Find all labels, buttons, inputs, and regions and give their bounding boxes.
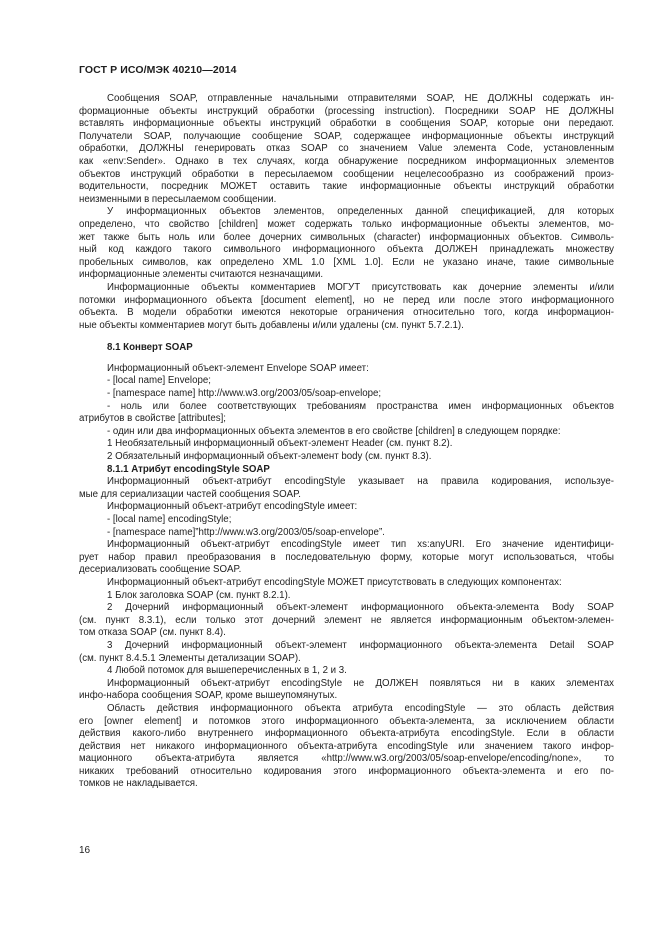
- text-line: (см. пункт 8.3.1), если только этот дочерний элемент не является информационным объектом-элемен-: [79, 614, 614, 626]
- text-line: десериализовать сообщение SOAP.: [79, 564, 242, 576]
- text-line: объекта. В модели обработки имеются некоторые ограничения относительно того, когда информацион-: [79, 307, 614, 319]
- text-line: определено, что свойство [children] может содержать только информационные объекты элементов, мо-: [79, 218, 614, 230]
- text-line: - [namespace name]”http://www.w3.org/2003/05/soap-envelope”.: [107, 526, 385, 538]
- text-line: Информационный объект-атрибут encodingStyle не ДОЛЖЕН появляться ни в каких элементах: [107, 677, 614, 689]
- text-line: потомки информационного объекта [document element], но не перед или после этого информационного: [79, 294, 614, 306]
- text-line: жет также быть ноль или более дочерних символьных (character) информационных объектов. Символь-: [79, 231, 614, 243]
- text-line: действия какого-либо внутреннего информационного объекта-атрибута encodingStyle. Если в области: [79, 728, 614, 740]
- text-line: Информационный объект-атрибут encodingStyle указывает на правила кодирования, используе-: [107, 476, 614, 488]
- text-line: 1 Блок заголовка SOAP (см. пункт 8.2.1).: [107, 589, 291, 601]
- text-line: его [owner element] и потомков этого информационного объекта-элемента, за исключением области: [79, 715, 614, 727]
- text-line: формационные объекты инструкций обработки (processing instruction). Посредники SOAP НЕ ДОЛЖНЫ: [79, 105, 614, 117]
- text-line: - один или два информационных объекта элементов в его свойстве [children] в следующем порядке:: [107, 425, 561, 437]
- text-line: как «env:Sender». Однако в тех случаях, когда обнаружение посредником информационных элементов: [79, 155, 614, 167]
- text-line: вставлять информационные объекты инструкций обработки в сообщения SOAP, которые они передают.: [79, 118, 614, 130]
- text-line: томков не накладывается.: [79, 778, 198, 790]
- text-line: неизменными в пересылаемом сообщении.: [79, 193, 277, 205]
- text-line: ные объекты комментариев могут быть добавлены и/или удалены (см. пункт 5.7.2.1).: [79, 319, 464, 331]
- text-line: мационного объекта-атрибута является «http://www.w3.org/2003/05/soap-envelope/encoding/none», то: [79, 753, 614, 765]
- text-line: рует набор правил преобразования в последовательную форму, которые могут использоваться, чтобы: [79, 551, 614, 563]
- text-line: пробельных символов, как определено XML 1.0 [XML 1.0]. Если не указано иначе, такие символьные: [79, 256, 614, 268]
- text-line: инфо-набора сообщения SOAP, кроме вышеупомянутых.: [79, 690, 338, 702]
- text-line: мые для сериализации частей сообщения SOAP.: [79, 488, 302, 500]
- text-line: - [local name] Envelope;: [107, 375, 211, 387]
- text-line: Информационные объекты комментариев МОГУТ присутствовать как дочерние элементы и/или: [107, 281, 614, 293]
- text-line: 3 Дочерний информационный объект-элемент информационного объекта-элемента Detail SOAP: [107, 639, 614, 651]
- text-line: 2 Дочерний информационный объект-элемент информационного объекта-элемента Body SOAP: [107, 602, 614, 614]
- text-line: - [namespace name] http://www.w3.org/2003/05/soap-envelope;: [107, 388, 382, 400]
- spacer: [79, 355, 614, 363]
- text-line: 2 Обязательный информационный объект-элемент body (см. пункт 8.3).: [107, 451, 432, 463]
- text-line: - ноль или более соответствующих требованиям пространства имен информационных объектов: [107, 400, 614, 412]
- text-line: 4 Любой потомок для вышеперечисленных в 1, 2 и 3.: [107, 665, 347, 677]
- text-line: Информационный объект-атрибут encodingStyle имеет тип xs:anyURI. Его значение идентифици-: [107, 539, 614, 551]
- document-body: [79, 93, 614, 791]
- text-line: информационные элементы считаются незначащими.: [79, 269, 324, 281]
- text-line: действия нет никакого информационного объекта-атрибута encodingStyle или значением такого инфор-: [79, 740, 614, 752]
- text-line: Информационный объект-атрибут encodingStyle имеет:: [107, 501, 358, 513]
- text-line: Сообщения SOAP, отправленные начальными отправителями SOAP, НЕ ДОЛЖНЫ содержать ин-: [107, 93, 614, 104]
- text-line: (см. пункт 8.4.5.1 Элементы детализации SOAP).: [79, 652, 301, 664]
- section-heading: 8.1 Конверт SOAP: [107, 342, 193, 354]
- page-number: 16: [79, 845, 91, 856]
- text-line: водительности, посредник МОЖЕТ оставить такие информационные объекты инструкций обработки: [79, 181, 614, 193]
- text-line: У информационных объектов элементов, определенных данной спецификацией, для которых: [107, 206, 614, 218]
- text-line: Информационный объект-атрибут encodingStyle МОЖЕТ присутствовать в следующих компонентах:: [107, 576, 562, 588]
- text-line: Информационный объект-элемент Envelope SOAP имеет:: [107, 362, 369, 374]
- text-line: ный код каждого такого символьного информационного объекта ДОЛЖЕН принадлежать множеству: [79, 244, 614, 256]
- text-line: объектов инструкций обработки в пересылаемом сообщении нецелесообразно из соображений произ-: [79, 168, 614, 180]
- text-line: обработки, ДОЛЖНЫ генерировать отказ SOAP со значением Value элемента Code, установленным: [79, 143, 614, 155]
- page-header: ГОСТ Р ИСО/МЭК 40210—2014: [79, 64, 237, 76]
- text-line: 1 Необязательный информационный объект-элемент Header (см. пункт 8.2).: [107, 438, 453, 450]
- text-line: атрибутов в свойстве [attributes];: [79, 413, 226, 425]
- text-line: - [local name] encodingStyle;: [107, 514, 232, 525]
- text-line: том отказа SOAP (см. пункт 8.4).: [79, 627, 226, 639]
- section-heading: 8.1.1 Атрибут encodingStyle SOAP: [107, 463, 270, 475]
- text-line: Получатели SOAP, получающие сообщение SOAP, содержащее информационные объекты инструкций: [79, 130, 614, 142]
- text-line: Область действия информационного объекта атрибута encodingStyle — это область действия: [107, 702, 614, 714]
- text-line: никаких требований относительно кодирования этого информационного объекта-элемента и его по-: [79, 765, 614, 777]
- spacer: [79, 332, 614, 342]
